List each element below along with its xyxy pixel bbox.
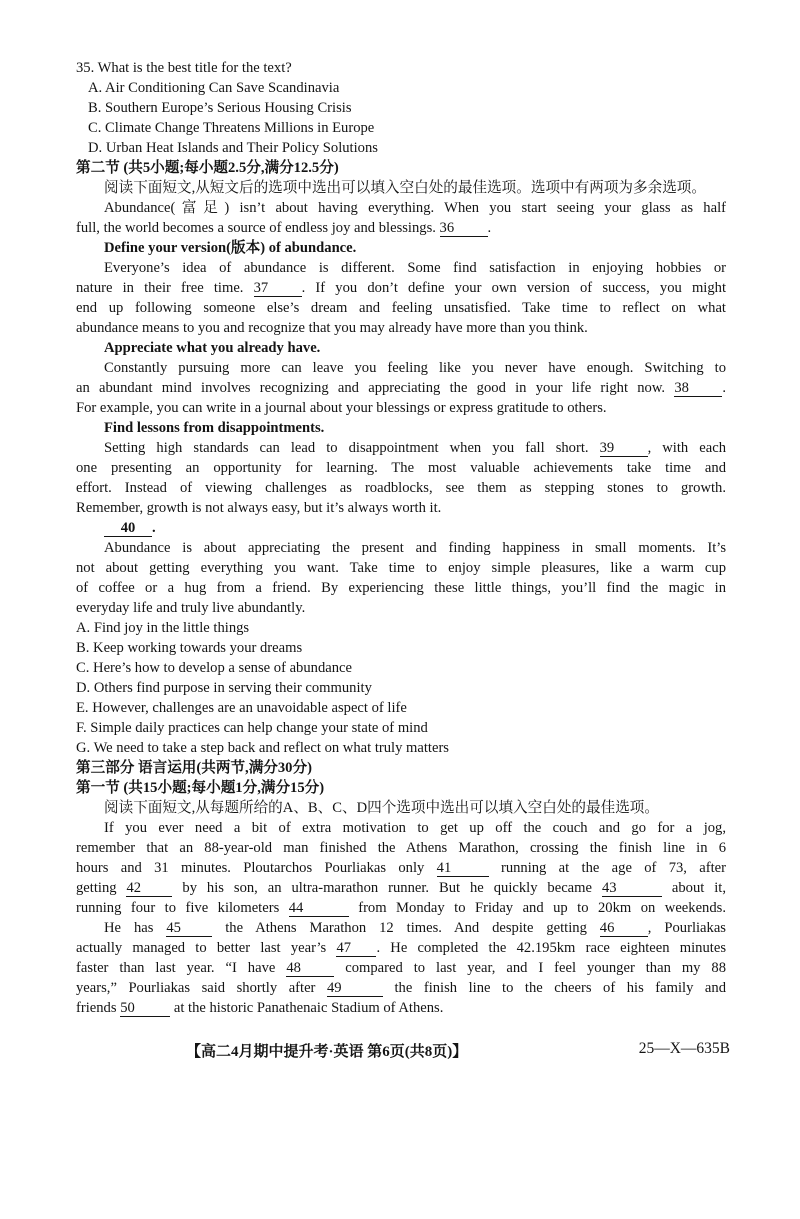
- passage-text: full, the world becomes a source of endless joy and blessings.: [76, 220, 440, 236]
- passage-text: He has: [104, 920, 167, 936]
- passage-line: Remember, growth is not always easy, but it’s always worth it.: [76, 500, 442, 516]
- blank-40: 40: [104, 520, 152, 537]
- passage: [76, 358, 726, 418]
- passage-text: faster than last year. “I have: [76, 960, 287, 976]
- subheading-1: Define your version(版本) of abundance.: [104, 240, 357, 256]
- passage-text: an abundant mind involves recognizing and appreciating the good in your life right now.: [76, 380, 675, 396]
- passage-line: full, the world becomes a source of endless joy and blessings. 36 .: [76, 220, 492, 236]
- blank-36: 36: [440, 220, 488, 237]
- option-b: B. Southern Europe’s Serious Housing Crisis: [88, 100, 352, 116]
- subheading-3: Find lessons from disappointments.: [104, 420, 325, 436]
- passage-text: by his son, an ultra-marathon runner. But he quickly became: [172, 880, 602, 896]
- passage-line: everyday life and truly live abundantly.: [76, 600, 306, 616]
- option-g: G. We need to take a step back and reflect on what truly matters: [76, 740, 449, 756]
- passage-text: the finish line to the cheers of his family and: [382, 980, 726, 996]
- passage-line: [76, 938, 726, 958]
- blank-37: 37: [254, 280, 302, 297]
- passage-text: actually managed to better last year’s: [76, 940, 337, 956]
- section-instruction: 阅读下面短文,从短文后的选项中选出可以填入空白处的最佳选项。选项中有两项为多余选项。: [104, 180, 706, 196]
- option-c: C. Here’s how to develop a sense of abundance: [76, 660, 352, 676]
- passage-line: Constantly pursuing more can leave you feeling like you never have enough. Switching to: [104, 360, 726, 376]
- passage-line: Abundance(富足) isn’t about having everything. When you start seeing your glass as half: [104, 200, 726, 216]
- question-stem: 35. What is the best title for the text?: [76, 60, 292, 76]
- option-d: D. Others find purpose in serving their community: [76, 680, 372, 696]
- passage-text: . He completed the 42.195km race eighteen minutes: [376, 940, 726, 956]
- passage-text: . If you don’t define your own version of success, you might: [301, 280, 727, 296]
- passage-text: getting: [76, 880, 127, 896]
- blank-45: 45: [166, 920, 212, 937]
- passage-text: nature in their free time.: [76, 280, 254, 296]
- passage-line: not about getting everything you want. Take time to enjoy simple pleasures, like a warm cup: [76, 560, 726, 576]
- passage-line: [76, 438, 726, 458]
- passage-line: [76, 278, 726, 298]
- passage-text: running four to five kilometers: [76, 900, 289, 916]
- passage-line: remember that an 88-year-old man finished the Athens Marathon, crossing the finish line in 6: [76, 840, 726, 856]
- cloze-passage: [76, 818, 726, 1018]
- passage-line: [76, 998, 726, 1018]
- passage-line: If you ever need a bit of extra motivation to get up off the couch and go for a jog,: [104, 820, 726, 836]
- passage-text: about it,: [661, 880, 726, 896]
- passage-line: [76, 918, 726, 938]
- option-b: B. Keep working towards your dreams: [76, 640, 303, 656]
- footer-title: 【高二4月期中提升考·英语 第6页(共8页)】: [186, 1044, 468, 1060]
- answer-options: [76, 618, 726, 758]
- option-c: C. Climate Change Threatens Millions in Europe: [88, 120, 375, 136]
- part-heading: 第三部分 语言运用(共两节,满分30分): [76, 760, 312, 776]
- passage-line: abundance means to you and recognize that you may already have more than you think.: [76, 320, 588, 336]
- blank-46: 46: [600, 920, 648, 937]
- blank-50: 50: [120, 1000, 170, 1017]
- passage-line: [76, 958, 726, 978]
- blank-42: 42: [126, 880, 172, 897]
- blank-43: 43: [602, 880, 662, 897]
- passage-text: at the historic Panathenaic Stadium of Athens.: [170, 1000, 444, 1016]
- passage-line: effort. Instead of viewing challenges as roadblocks, see them as stepping stones to growth.: [76, 480, 726, 496]
- question-35: [76, 58, 726, 158]
- passage-line: Everyone’s idea of abundance is different. Some find satisfaction in enjoying hobbies or: [104, 260, 726, 276]
- blank-48: 48: [286, 960, 334, 977]
- section-heading: 第二节 (共5小题;每小题2.5分,满分12.5分): [76, 160, 339, 176]
- option-d: D. Urban Heat Islands and Their Policy Solutions: [88, 140, 378, 156]
- passage-line: an abundant mind involves recognizing and appreciating the good in your life right now. 38 .: [76, 380, 726, 396]
- subheading-2: Appreciate what you already have.: [104, 340, 321, 356]
- passage-line: of coffee or a hug from a friend. By experiencing these little things, you’ll find the magic in: [76, 580, 726, 596]
- passage-text: from Monday to Friday and up to 20km on weekends.: [348, 900, 726, 916]
- blank-49: 49: [327, 980, 383, 997]
- passage-line: [76, 878, 726, 898]
- option-f: F. Simple daily practices can help change your state of mind: [76, 720, 428, 736]
- section-heading: 第一节 (共15小题;每小题1分,满分15分): [76, 780, 325, 796]
- passage: [76, 438, 726, 518]
- option-e: E. However, challenges are an unavoidable aspect of life: [76, 700, 407, 716]
- passage: [76, 258, 726, 338]
- blank-47: 47: [336, 940, 376, 957]
- passage-line: one presenting an opportunity for learning. The most valuable achievements take time and: [76, 460, 726, 476]
- page-content: [76, 58, 726, 1018]
- passage-line: Abundance is about appreciating the present and finding happiness in small moments. It’s: [104, 540, 726, 556]
- passage-line: [76, 898, 726, 918]
- option-a: A. Air Conditioning Can Save Scandinavia: [88, 80, 340, 96]
- passage: [76, 198, 726, 238]
- passage-text: friends: [76, 1000, 121, 1016]
- blank-41: 41: [437, 860, 489, 877]
- blank-44: 44: [289, 900, 349, 917]
- passage-text: running at the age of 73, after: [488, 860, 726, 876]
- section-instruction: 阅读下面短文,从每题所给的A、B、C、D四个选项中选出可以填入空白处的最佳选项。: [104, 800, 659, 816]
- passage-text: hours and 31 minutes. Ploutarchos Pourliakas only: [76, 860, 437, 876]
- passage-text: the Athens Marathon 12 times. And despite getting: [212, 920, 600, 936]
- option-a: A. Find joy in the little things: [76, 620, 250, 636]
- subheading-4: 40 .: [76, 518, 726, 538]
- passage-text: Setting high standards can lead to disappointment when you fall short.: [104, 440, 600, 456]
- passage-text: , Pourliakas: [647, 920, 726, 936]
- passage-text: compared to last year, and I feel younger than my 88: [334, 960, 727, 976]
- paper-code: 25—X—635B: [638, 1040, 730, 1057]
- passage-text: , with each: [647, 440, 726, 456]
- passage-line: [76, 978, 726, 998]
- blank-39: 39: [600, 440, 648, 457]
- passage-line: end up following someone else’s dream and feeling unsatisfied. Take time to reflect on what: [76, 300, 726, 316]
- blank-38: 38: [674, 380, 722, 397]
- passage-line: For example, you can write in a journal about your blessings or express gratitude to others.: [76, 400, 607, 416]
- page-footer: [186, 1040, 730, 1061]
- passage: [76, 538, 726, 618]
- passage-line: [76, 858, 726, 878]
- passage-text: years,” Pourliakas said shortly after: [76, 980, 327, 996]
